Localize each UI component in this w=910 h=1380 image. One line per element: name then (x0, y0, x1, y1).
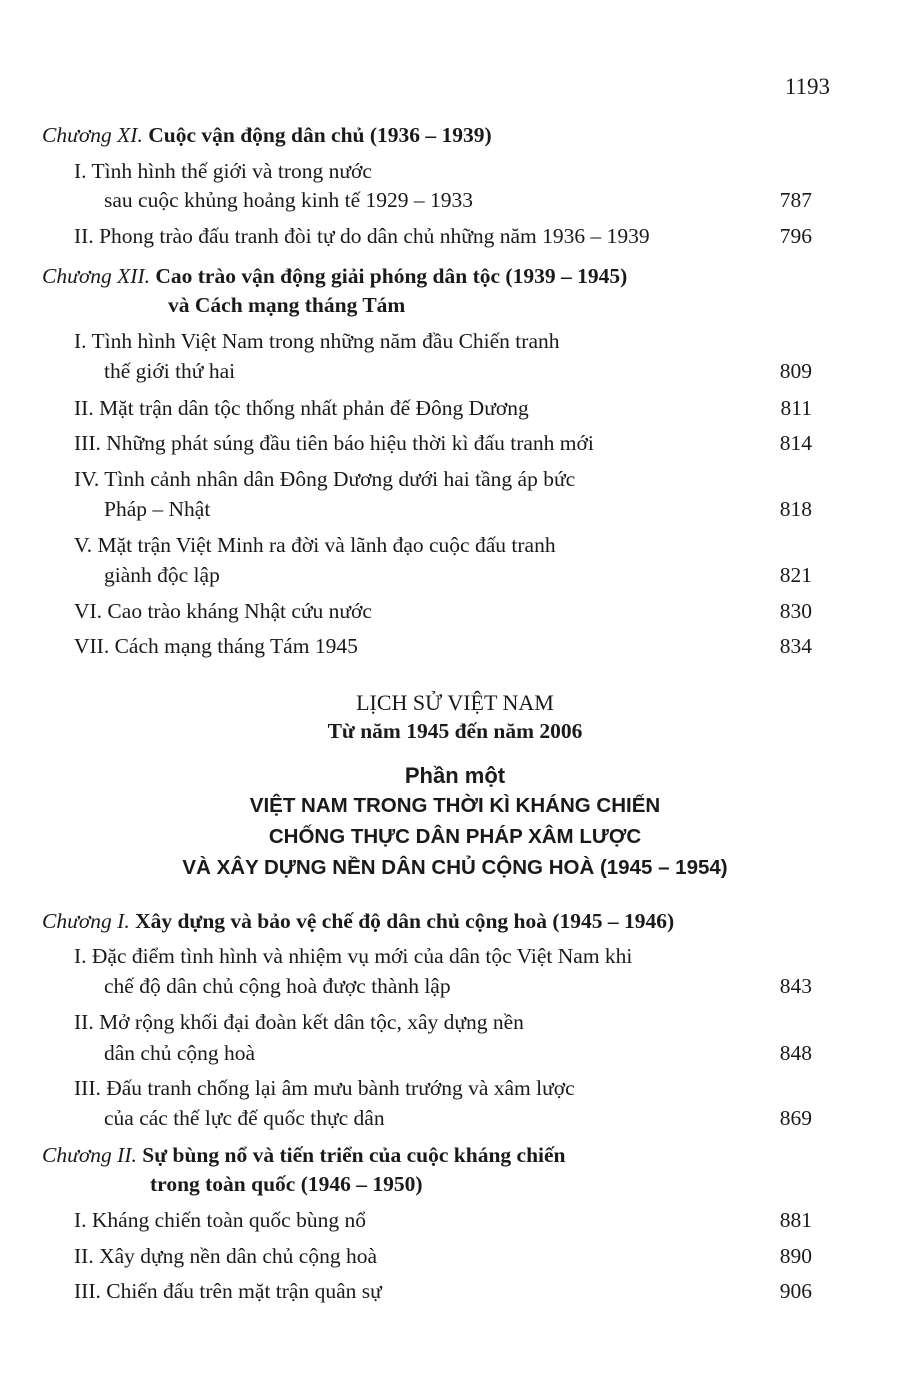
toc-entry-text: III. Những phát súng đầu tiên báo hiệu thời kì đấu tranh mới (74, 431, 594, 455)
toc-page-number: 890 (779, 1244, 812, 1268)
toc-page-number: 818 (779, 497, 812, 521)
toc-page-number: 787 (779, 188, 812, 212)
toc-page-number: 814 (779, 431, 812, 455)
toc-entry (104, 1104, 812, 1132)
toc-page-number: 796 (779, 224, 812, 248)
toc-entry-text: II. Phong trào đấu tranh đòi tự do dân chủ những năm 1936 – 1939 (74, 224, 650, 248)
toc-page-number: 881 (779, 1208, 812, 1232)
toc-entry (74, 465, 812, 493)
book-period: Từ năm 1945 đến năm 2006 (327, 719, 583, 743)
toc-entry-text: sau cuộc khủng hoảng kinh tế 1929 – 1933 (104, 188, 474, 212)
toc-page-number: 830 (779, 599, 812, 623)
chapter-title: Sự bùng nổ và tiến triển của cuộc kháng chiến (142, 1143, 566, 1167)
toc-entry (104, 357, 812, 385)
chapter-heading (42, 1141, 812, 1169)
toc-entry-text: II. Mặt trận dân tộc thống nhất phản đế Đông Dương (74, 396, 529, 420)
toc-entry (74, 942, 812, 970)
toc-entry-text: thế giới thứ hai (104, 359, 236, 383)
toc-entry (104, 561, 812, 589)
toc-entry (104, 495, 812, 523)
toc-entry-text: I. Đặc điểm tình hình và nhiệm vụ mới của dân tộc Việt Nam khi (74, 944, 633, 968)
toc-entry-text: của các thế lực đế quốc thực dân (104, 1106, 385, 1130)
toc-entry (74, 531, 812, 559)
toc-entry (74, 1074, 812, 1102)
toc-entry (74, 429, 812, 457)
toc-entry-text: III. Đấu tranh chống lại âm mưu bành trướng và xâm lược (74, 1076, 575, 1100)
toc-entry-text: IV. Tình cảnh nhân dân Đông Dương dưới hai tầng áp bức (74, 467, 576, 491)
toc-page-number: 843 (779, 974, 812, 998)
toc-page-number: 906 (779, 1279, 812, 1303)
toc-entry-text: II. Xây dựng nền dân chủ cộng hoà (74, 1244, 378, 1268)
chapter-label: Chương I. (42, 909, 130, 933)
toc-entry (74, 1242, 812, 1270)
toc-entry-text: I. Tình hình thế giới và trong nước (74, 159, 372, 183)
toc-entry (74, 157, 812, 185)
chapter-title: Xây dựng và bảo vệ chế độ dân chủ cộng hoà (1945 – 1946) (135, 909, 675, 933)
chapter-label: Chương II. (42, 1143, 137, 1167)
part-title: VIỆT NAM TRONG THỜI KÌ KHÁNG CHIẾN (249, 794, 661, 817)
toc-entry (74, 1008, 812, 1036)
toc-entry (104, 1039, 812, 1067)
toc-entry (104, 972, 812, 1000)
toc-entry (74, 327, 812, 355)
book-title: LỊCH SỬ VIỆT NAM (356, 690, 554, 715)
toc-entry-text: V. Mặt trận Việt Minh ra đời và lãnh đạo cuộc đấu tranh (74, 533, 556, 557)
toc-entry (74, 1277, 812, 1305)
part-title: CHỐNG THỰC DÂN PHÁP XÂM LƯỢC (268, 825, 642, 848)
toc-page-number: 848 (779, 1041, 812, 1065)
part-title: VÀ XÂY DỰNG NỀN DÂN CHỦ CỘNG HOÀ (1945 – 1954) (182, 856, 728, 879)
toc-entry (104, 186, 812, 214)
toc-page-number: 869 (779, 1106, 812, 1130)
toc-entry (74, 394, 812, 422)
toc-entry (74, 1206, 812, 1234)
toc-page-number: 821 (779, 563, 812, 587)
chapter-heading (42, 262, 812, 290)
toc-entry-text: dân chủ cộng hoà (104, 1041, 256, 1065)
toc-entry (74, 597, 812, 625)
toc-page-number: 834 (779, 634, 812, 658)
toc-entry-text: III. Chiến đấu trên mặt trận quân sự (74, 1279, 382, 1303)
toc-page-number: 809 (779, 359, 812, 383)
toc-entry-text: I. Kháng chiến toàn quốc bùng nổ (74, 1208, 366, 1232)
toc-entry (74, 222, 812, 250)
chapter-heading-cont (150, 1170, 812, 1198)
chapter-title: Cao trào vận động giải phóng dân tộc (1939 – 1945) (155, 264, 628, 288)
toc-entry-text: VII. Cách mạng tháng Tám 1945 (74, 634, 358, 658)
chapter-heading-cont (168, 291, 812, 319)
chapter-label: Chương XI. (42, 123, 143, 147)
part-label: Phần một (404, 763, 506, 788)
chapter-label: Chương XII. (42, 264, 150, 288)
toc-entry-text: VI. Cao trào kháng Nhật cứu nước (74, 599, 372, 623)
chapter-title: trong toàn quốc (1946 – 1950) (150, 1172, 423, 1196)
chapter-heading (42, 907, 812, 935)
page-number: 1193 (784, 74, 830, 99)
toc-entry-text: I. Tình hình Việt Nam trong những năm đầu Chiến tranh (74, 329, 560, 353)
chapter-title: Cuộc vận động dân chủ (1936 – 1939) (148, 123, 492, 147)
toc-entry-text: chế độ dân chủ cộng hoà được thành lập (104, 974, 451, 998)
toc-entry (74, 632, 812, 660)
toc-entry-text: II. Mở rộng khối đại đoàn kết dân tộc, xây dựng nền (74, 1010, 524, 1034)
toc-page-number: 811 (780, 396, 812, 420)
toc-entry-text: Pháp – Nhật (104, 497, 211, 521)
toc-entry-text: giành độc lập (104, 563, 220, 587)
chapter-title: và Cách mạng tháng Tám (168, 293, 406, 317)
chapter-heading (42, 121, 812, 149)
